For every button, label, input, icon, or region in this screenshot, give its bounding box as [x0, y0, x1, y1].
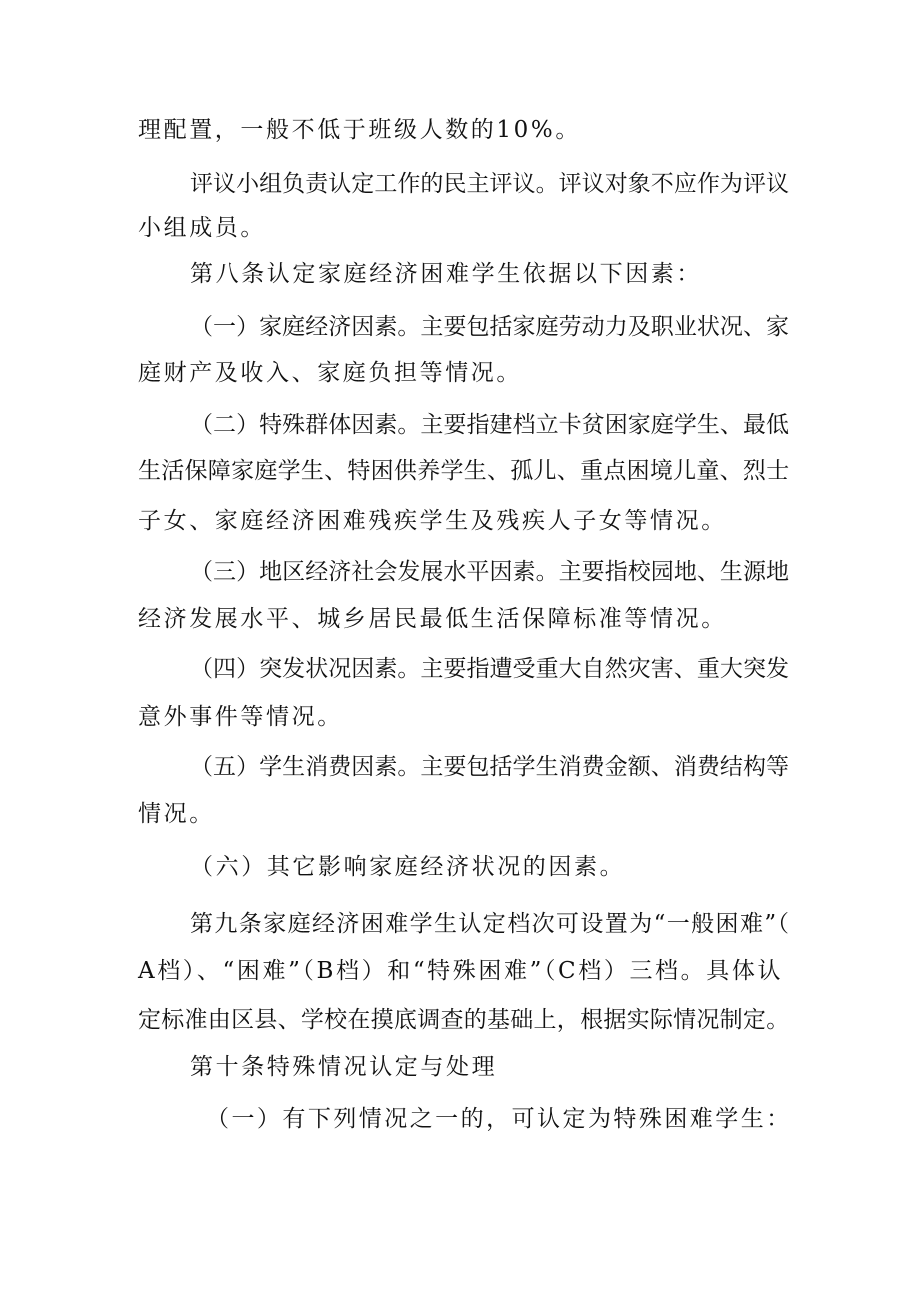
text-line: 定标准由区县、学校在摸底调查的基础上，根据实际情况制定。 — [138, 1007, 790, 1033]
text-line: （五）学生消费因素。主要包括学生消费金额、消费结构等 — [190, 754, 790, 780]
text-line: 情况。 — [138, 801, 215, 827]
text-line: （二）特殊群体因素。主要指建档立卡贫困家庭学生、最低 — [190, 412, 790, 438]
text-line: 庭财产及收入、家庭负担等情况。 — [138, 360, 522, 386]
text-line: A档）、“困难”（B档）和“特殊困难”（C档）三档。具体认 — [138, 958, 784, 984]
section-heading: 第十条特殊情况认定与处理 — [190, 1054, 498, 1080]
text-line: 意外事件等情况。 — [138, 704, 343, 730]
text-line: （一）有下列情况之一的，可认定为特殊困难学生： — [206, 1106, 792, 1132]
text-line: （六）其它影响家庭经济状况的因素。 — [190, 854, 626, 880]
text-line: 小组成员。 — [138, 215, 266, 241]
text-line: （四）突发状况因素。主要指遭受重大自然灾害、重大突发 — [190, 656, 790, 682]
text-line: 子女、家庭经济困难残疾学生及残疾人子女等情况。 — [138, 508, 727, 534]
text-line: 生活保障家庭学生、特困供养学生、孤儿、重点困境儿童、烈士 — [138, 458, 790, 484]
text-line: 理配置，一般不低于班级人数的10%。 — [138, 117, 581, 143]
text-line: 经济发展水平、城乡居民最低生活保障标准等情况。 — [138, 606, 727, 632]
text-line: （三）地区经济社会发展水平因素。主要指校园地、生源地 — [190, 559, 790, 585]
text-line: 评议小组负责认定工作的民主评议。评议对象不应作为评议 — [190, 171, 790, 197]
section-heading: 第九条家庭经济困难学生认定档次可设置为“一般困难”（ — [190, 911, 791, 937]
text-line: （一）家庭经济因素。主要包括家庭劳动力及职业状况、家 — [190, 314, 790, 340]
section-heading: 第八条认定家庭经济困难学生依据以下因素： — [190, 261, 702, 287]
